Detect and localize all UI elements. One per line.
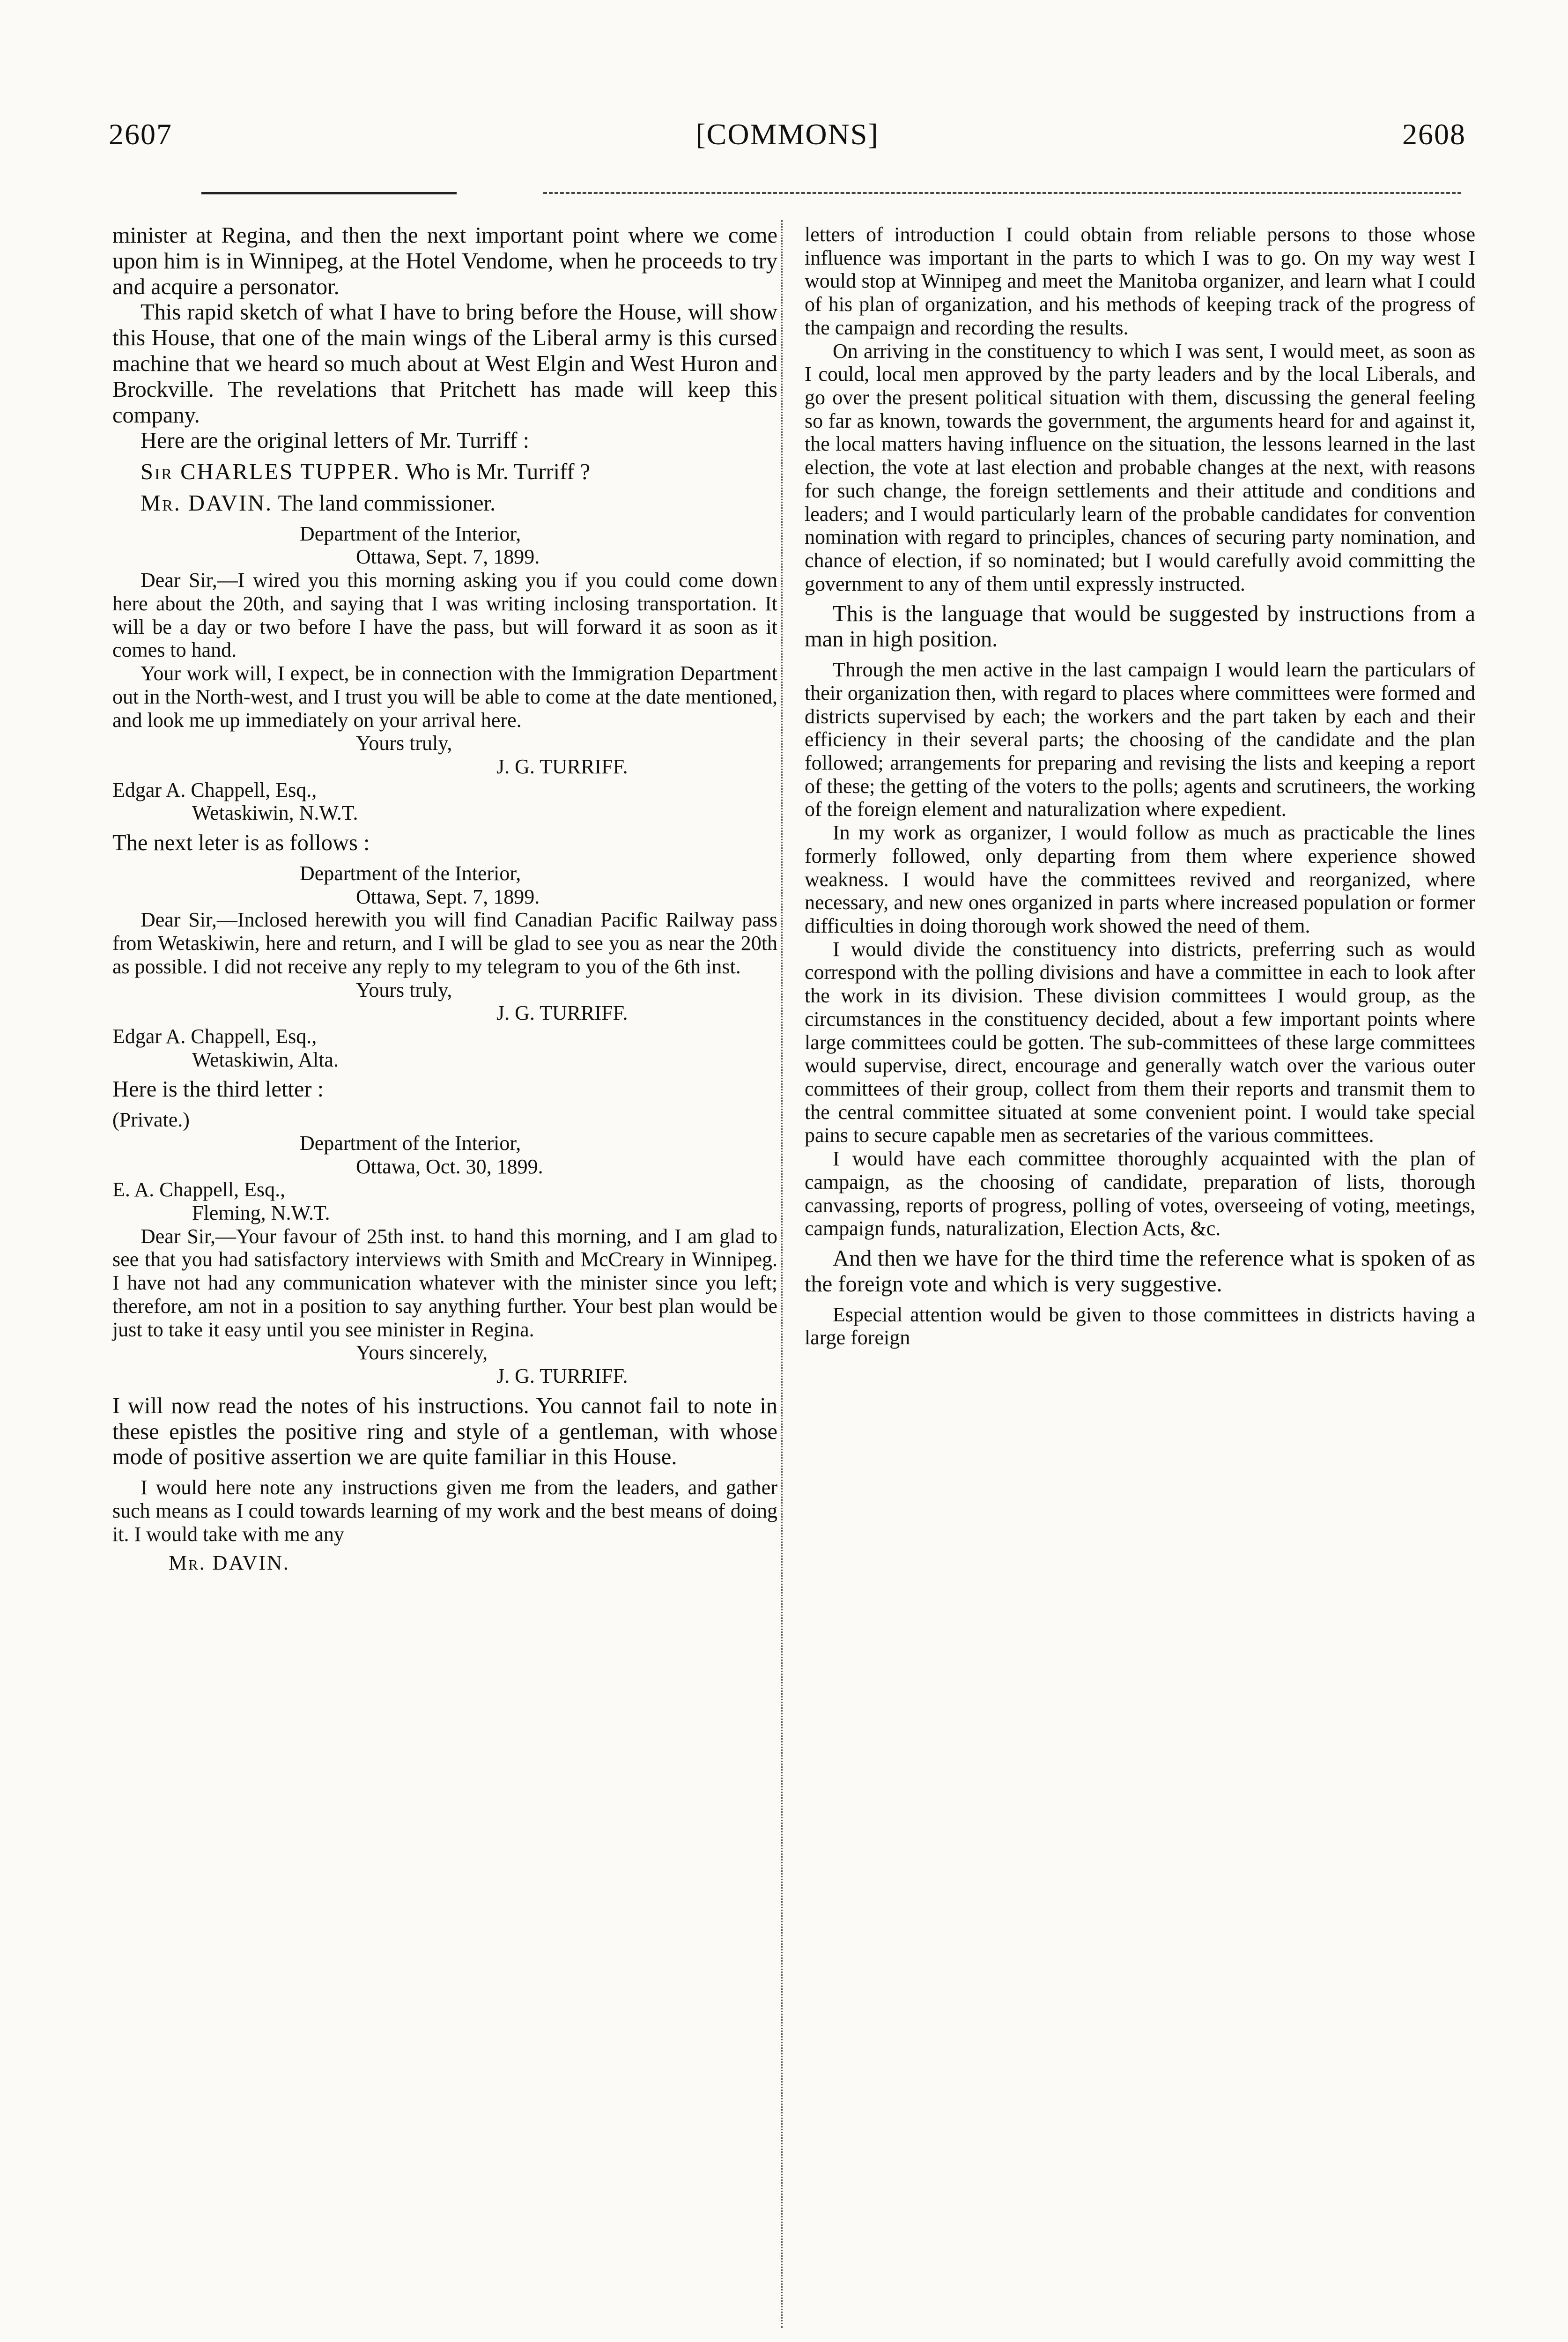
letter-address: Fleming, N.W.T. (192, 1201, 330, 1225)
left-column (112, 223, 777, 1575)
column-divider (781, 220, 783, 2328)
letter-dept: Department of the Interior, (300, 522, 521, 545)
quoted-instructions: Especial attention would be given to those committees in districts having a large foreign (805, 1303, 1475, 1349)
right-column (805, 223, 1475, 1349)
letter-body: Dear Sir,—I wired you this morning asking you if you could come down here about the 20th, and saying that I was writing inclosing transportation. It will be a day or two before I have the pass, but will forward it as soon as it comes to hand. (112, 569, 777, 662)
letter-closing: Yours truly, (356, 732, 452, 755)
paragraph: This rapid sketch of what I have to bring before the House, will show this House, that one of the main wings of the Liberal army is this cursed machine that we heard so much about at West Elgin and West Huron and Brockville. The revelations that Pritchett has made will keep this company. (112, 300, 777, 428)
letter-2 (112, 862, 777, 1071)
speech (112, 460, 777, 485)
paragraph: This is the language that would be suggested by instructions from a man in high position. (805, 601, 1475, 652)
quoted-instructions: I would divide the constituency into districts, preferring such as would correspond with the polling divisions and have a committee in each to look after the work in its division. These division committees I would group, as the circumstances in the constituency decided, about a few important points where large committees could be gotten. The sub-committees of these large committees would supervise, direct, encourage and generally watch over the various outer committees of their group, collect from them their reports and transmit them to the central committee situated at some convenient point. I would take special pains to secure capable men as secretaries of the various committees. (805, 937, 1475, 1147)
letter-date: Ottawa, Sept. 7, 1899. (356, 885, 540, 908)
letter-dept: Department of the Interior, (300, 1131, 521, 1155)
page-number-left: 2607 (109, 118, 172, 151)
quoted-instructions: letters of introduction I could obtain from reliable persons to those whose influence was important in the parts to which I was to go. On my way west I would stop at Winnipeg and meet the Manitoba organizer, and learn what I could of his plan of organization, and his methods of keeping track of the progress of the campaign and recording the results. (805, 223, 1475, 339)
header-title: [COMMONS] (695, 118, 879, 151)
footer-speaker: Mr. DAVIN. (169, 1551, 290, 1575)
letter-closing: Yours truly, (356, 978, 452, 1001)
letter-address: Wetaskiwin, N.W.T. (192, 801, 358, 825)
letter-signature: J. G. TURRIFF. (496, 1001, 628, 1025)
paragraph: Here are the original letters of Mr. Turriff : (141, 428, 530, 453)
letter-body: Dear Sir,—Your favour of 25th inst. to hand this morning, and I am glad to see that you had satisfactory interviews with Smith and McCreary in Winnipeg. I have not had any communication whatever with the minister since you left; therefore, am not in a position to say anything further. Your best plan would be just to take it easy until you see minister in Regina. (112, 1224, 777, 1341)
letter-private-label: (Private.) (112, 1108, 190, 1132)
paragraph: Here is the third letter : (112, 1077, 324, 1102)
quoted-instructions: I would have each committee thoroughly acquainted with the plan of campaign, as the choosing of candidate, preparation of lists, thorough canvassing, reports of progress, polling of votes, overseeing of voting, meetings, campaign funds, naturalization, Election Acts, &c. (805, 1147, 1475, 1240)
speaker-name: Sir CHARLES TUPPER. (141, 460, 401, 485)
letter-signature: J. G. TURRIFF. (496, 755, 628, 778)
page-header (109, 117, 1466, 155)
header-rule-right (543, 192, 1461, 194)
letter-address: Wetaskiwin, Alta. (192, 1048, 339, 1071)
speech-text: Who is Mr. Turriff ? (406, 460, 591, 485)
letter-signature: J. G. TURRIFF. (496, 1364, 628, 1388)
speech-text: The land commissioner. (278, 490, 496, 516)
quoted-instructions: I would here note any instructions given me from the leaders, and gather such means as I could towards learning of my work and the best means of doing it. I would take with me any (112, 1476, 777, 1546)
letter-dept: Department of the Interior, (300, 861, 521, 885)
header-rule-left (201, 192, 457, 194)
page-number-right: 2608 (1402, 118, 1466, 151)
letter-recipient: Edgar A. Chappell, Esq., (112, 1024, 317, 1048)
letter-body: Dear Sir,—Inclosed herewith you will find Canadian Pacific Railway pass from Wetaskiwin, here and return, and I will be glad to see you as near the 20th as possible. I did not receive any reply to my telegram to you of the 6th inst. (112, 908, 777, 978)
letter-recipient: E. A. Chappell, Esq., (112, 1178, 286, 1201)
letter-1 (112, 522, 777, 825)
letter-3 (112, 1108, 777, 1388)
paragraph: The next leter is as follows : (112, 830, 370, 856)
paragraph: minister at Regina, and then the next important point where we come upon him is in Winnipeg, at the Hotel Vendome, when he proceeds to try and acquire a personator. (112, 223, 777, 299)
letter-closing: Yours sincerely, (356, 1341, 488, 1364)
letter-date: Ottawa, Oct. 30, 1899. (356, 1155, 543, 1178)
quoted-instructions: Through the men active in the last campaign I would learn the particulars of their organization then, with regard to places where committees were formed and districts supervised by each; the workers and the part taken by each and their efficiency in their several parts; the choosing of the candidate and the plan followed; arrangements for preparing and revising the lists and keeping a report of these; the getting of the voters to the polls; agents and scrutineers, the working of the foreign element and naturalization where expedient. (805, 658, 1475, 821)
letter-recipient: Edgar A. Chappell, Esq., (112, 778, 317, 801)
letter-date: Ottawa, Sept. 7, 1899. (356, 545, 540, 569)
letter-body: Your work will, I expect, be in connection with the Immigration Department out in the North-west, and I trust you will be able to come at the date mentioned, and look me up immediately on your arrival here. (112, 662, 777, 732)
paragraph: I will now read the notes of his instructions. You cannot fail to note in these epistles the positive ring and style of a gentleman, with whose mode of positive assertion we are quite familiar in this House. (112, 1393, 777, 1470)
speech (112, 491, 777, 517)
quoted-instructions: In my work as organizer, I would follow as much as practicable the lines formerly followed, only departing from them where experience showed weakness. I would have the committees revived and reorganized, where necessary, and new ones organized in parts where increased population or former difficulties in doing thorough work showed the need of them. (805, 821, 1475, 937)
paragraph: And then we have for the third time the reference what is spoken of as the foreign vote and which is very suggestive. (805, 1246, 1475, 1297)
speaker-name: Mr. DAVIN. (141, 490, 273, 516)
quoted-instructions: On arriving in the constituency to which I was sent, I would meet, as soon as I could, local men approved by the party leaders and by the local Liberals, and go over the present political situation with them, discussing the general feeling so far as known, towards the government, the arguments heard for and against it, the local matters having influence on the situation, the lessons learned in the last election, the vote at last election and probable changes at the next, with reasons for such change, the foreign settlements and their attitude and conditions and leaders; and I would particularly learn of the probable candidates for convention nomination with regard to principles, chances of securing party nomination, and chance of election, if so nominated; but I would carefully avoid committing the government to any of them until expressly instructed. (805, 339, 1475, 595)
